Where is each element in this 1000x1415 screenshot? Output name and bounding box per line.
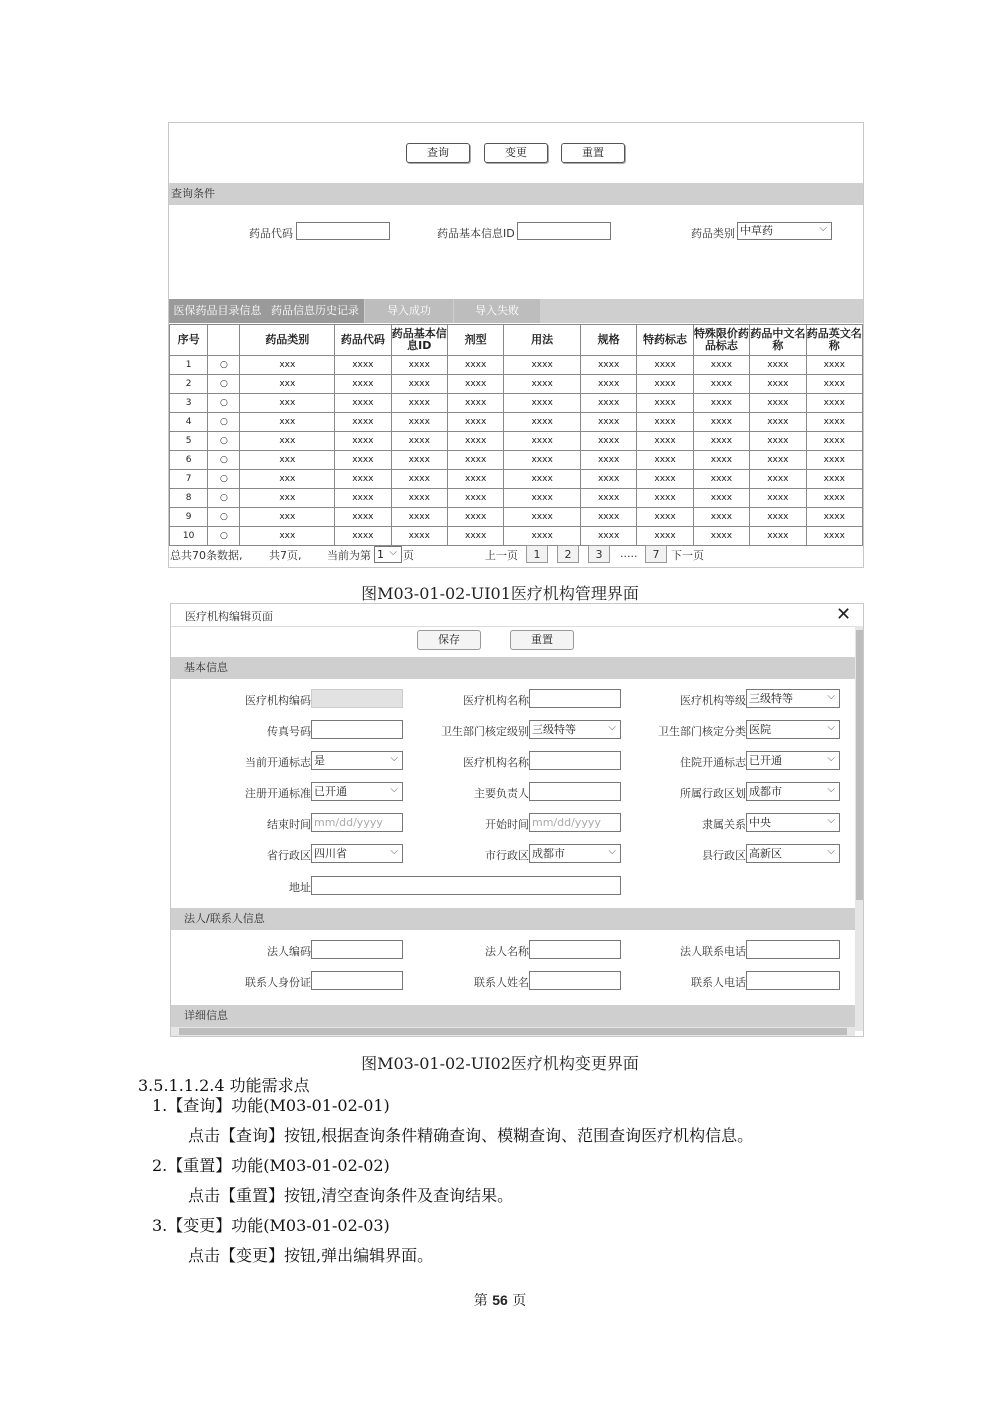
table-cell: xxxx [504,508,581,527]
field-label: 当前开通标志 [245,756,311,769]
table-cell: xxxx [391,451,447,470]
tab-import-failure[interactable]: 导入失败 [454,299,540,323]
table-cell: xxxx [447,489,503,508]
table-cell: xxxx [637,375,693,394]
table-cell: 3 [170,394,208,413]
row-radio-button[interactable]: ○ [208,470,240,489]
table-cell: xxxx [806,470,862,489]
pager [169,545,863,565]
table-cell: xxxx [504,413,581,432]
table-cell: xxxx [504,470,581,489]
table-cell: xxxx [580,489,636,508]
field-select[interactable]: 成都市 ⌵ [529,844,621,863]
table-row[interactable] [170,413,863,432]
page-prefix: 第 [473,1293,488,1309]
field-input[interactable] [311,720,403,739]
table-cell: xxxx [637,489,693,508]
basic-info-header: 基本信息 [171,657,855,679]
drug-basic-id-label: 药品基本信息ID [437,227,515,240]
column-header [208,325,240,356]
contact-field-label: 法人编码 [267,945,311,958]
table-cell: xxx [240,527,335,546]
table-cell: xxxx [447,432,503,451]
page-footer [0,1290,1000,1310]
figure-caption-ui02: 图M03-01-02-UI02医疗机构变更界面 [361,1054,639,1073]
contact-field-input[interactable] [746,940,840,959]
current-page-prefix: 当前为第 [327,549,371,562]
table-cell: xxxx [580,375,636,394]
column-header: 序号 [170,325,208,356]
column-header: 药品中文名称 [750,325,806,356]
table-cell: xxxx [447,451,503,470]
table-cell: xxxx [693,470,749,489]
column-header: 药品类别 [240,325,335,356]
column-header: 药品代码 [335,325,391,356]
table-cell: 10 [170,527,208,546]
table-cell: xxxx [504,375,581,394]
field-label: 传真号码 [267,725,311,738]
field-label: 医疗机构编码 [245,694,311,707]
table-cell: 7 [170,470,208,489]
field-label: 卫生部门核定分类 [658,725,746,738]
column-header: 剂型 [447,325,503,356]
table-cell: xxxx [447,527,503,546]
query-button[interactable]: 查询 [406,143,470,163]
field-select[interactable]: 成都市 ⌵ [746,782,840,801]
table-row[interactable] [170,470,863,489]
address-input[interactable] [311,876,621,895]
table-row[interactable] [170,451,863,470]
contact-field-label: 法人名称 [485,945,529,958]
table-cell: xxxx [391,375,447,394]
tab-import-success[interactable]: 导入成功 [365,299,453,323]
field-select[interactable]: 已开通 ⌵ [311,782,403,801]
field-select[interactable]: 是 ⌵ [311,751,403,770]
row-radio-button[interactable]: ○ [208,451,240,470]
table-cell: xxxx [806,356,862,375]
item-3-title: 3.【变更】功能(M03-01-02-03) [152,1216,390,1235]
table-cell: xxxx [637,413,693,432]
title-divider [171,626,855,627]
table-cell: xxxx [335,451,391,470]
table-cell: xxxx [637,394,693,413]
horizontal-scrollbar[interactable] [171,1027,855,1036]
page-button[interactable]: 1 [526,545,548,563]
reset-button[interactable]: 重置 [510,630,574,650]
item-1-desc: 点击【查询】按钮,根据查询条件精确查询、模糊查询、范围查询医疗机构信息。 [188,1126,754,1145]
total-count: 总共70条数据, [170,549,243,562]
item-3-desc: 点击【变更】按钮,弹出编辑界面。 [188,1246,434,1265]
row-radio-button[interactable]: ○ [208,527,240,546]
field-select[interactable]: 已开通 ⌵ [746,751,840,770]
table-cell: xxx [240,413,335,432]
field-label: 所属行政区划 [680,787,746,800]
contact-field-label: 联系人身份证 [245,976,311,989]
row-radio-button[interactable]: ○ [208,508,240,527]
figure-caption-ui01: 图M03-01-02-UI01医疗机构管理界面 [361,584,639,603]
page-suffix: 页 [512,1293,527,1309]
table-cell: xxx [240,470,335,489]
contact-field-label: 法人联系电话 [680,945,746,958]
field-label: 住院开通标志 [680,756,746,769]
table-cell: xxxx [335,527,391,546]
table-cell: 2 [170,375,208,394]
table-cell: xxxx [637,508,693,527]
field-label: 主要负责人 [474,787,529,800]
prev-page-link[interactable]: 上一页 [485,549,518,562]
table-cell: xxxx [750,489,806,508]
contact-field-input[interactable] [529,940,621,959]
field-label: 注册开通标准 [245,787,311,800]
table-cell: xxxx [335,394,391,413]
table-cell: xxxx [750,470,806,489]
table-cell: 8 [170,489,208,508]
table-cell: xxxx [637,451,693,470]
drug-code-input[interactable] [296,222,390,240]
field-label: 结束时间 [267,818,311,831]
page-number: 56 [492,1292,508,1308]
table-cell: 6 [170,451,208,470]
table-cell: xxxx [806,432,862,451]
table-cell: xxxx [806,413,862,432]
column-header: 特殊限价药品标志 [693,325,749,356]
table-cell: xxxx [447,394,503,413]
column-header: 特药标志 [637,325,693,356]
field-input[interactable] [529,751,621,770]
table-cell: xxxx [504,451,581,470]
close-icon[interactable]: ✕ [836,604,852,625]
page-count: 共7页, [269,549,302,562]
table-cell: xxx [240,356,335,375]
field-label: 开始时间 [485,818,529,831]
row-radio-button[interactable]: ○ [208,375,240,394]
field-label: 省行政区 [267,849,311,862]
drug-basic-id-input[interactable] [517,222,611,240]
table-cell: xxxx [504,489,581,508]
table-cell: 4 [170,413,208,432]
row-radio-button[interactable]: ○ [208,413,240,432]
table-cell: xxxx [693,451,749,470]
field-select[interactable]: 医院 ⌵ [746,720,840,739]
field-input [311,689,403,708]
table-cell: xxxx [750,356,806,375]
tab-history[interactable]: 药品信息历史记录 [266,299,364,323]
table-cell: xxxx [504,356,581,375]
row-radio-button[interactable]: ○ [208,356,240,375]
table-cell: xxxx [391,394,447,413]
field-label: 卫生部门核定级别 [441,725,529,738]
page-button-last[interactable]: 7 [645,545,667,563]
pager-ellipsis: ..... [620,547,638,560]
table-cell: xxxx [504,432,581,451]
table-cell: xxxx [750,432,806,451]
table-cell: xxxx [693,527,749,546]
table-cell: xxxx [750,527,806,546]
scrollbar-thumb[interactable] [856,630,863,900]
query-conditions-header: 查询条件 [169,183,863,205]
table-cell: xxxx [504,394,581,413]
h-scrollbar-thumb[interactable] [179,1028,847,1035]
table-cell: xxx [240,432,335,451]
table-cell: xxxx [447,508,503,527]
drug-type-select[interactable]: 中草药 ⌵ [737,222,832,240]
table-cell: xxxx [637,356,693,375]
table-cell: xxx [240,489,335,508]
detail-info-header: 详细信息 [171,1005,855,1027]
page-button[interactable]: 3 [588,545,610,563]
vertical-scrollbar[interactable] [855,626,864,1031]
table-cell: xxx [240,375,335,394]
table-cell: xxxx [693,508,749,527]
table-cell: xxxx [580,394,636,413]
save-button[interactable]: 保存 [417,630,481,650]
contact-field-input[interactable] [529,971,621,990]
field-select[interactable]: 三级特等 ⌵ [529,720,621,739]
column-header: 规格 [580,325,636,356]
medical-institution-edit-screenshot [170,603,864,1037]
item-2-desc: 点击【重置】按钮,清空查询条件及查询结果。 [188,1186,514,1205]
field-select[interactable]: 高新区 ⌵ [746,844,840,863]
change-button[interactable]: 变更 [484,143,548,163]
field-input[interactable] [529,689,621,708]
table-cell: xxxx [693,432,749,451]
table-cell: 5 [170,432,208,451]
table-cell: xxxx [335,489,391,508]
field-input[interactable] [529,782,621,801]
page-button[interactable]: 2 [557,545,579,563]
table-cell: xxxx [447,470,503,489]
dialog-title: 医疗机构编辑页面 [185,610,273,623]
table-cell: xxxx [580,432,636,451]
table-row[interactable] [170,508,863,527]
field-select[interactable]: 三级特等 ⌵ [746,689,840,708]
item-1-title: 1.【查询】功能(M03-01-02-01) [152,1096,390,1115]
table-cell: xxxx [391,432,447,451]
medical-institution-management-screenshot [168,122,864,568]
table-row[interactable] [170,375,863,394]
drug-type-label: 药品类别 [691,227,735,240]
field-label: 县行政区 [702,849,746,862]
table-row[interactable] [170,489,863,508]
table-cell: xxx [240,394,335,413]
date-input[interactable]: mm/dd/yyyy [529,813,621,832]
column-header: 药品英文名称 [806,325,862,356]
row-radio-button[interactable]: ○ [208,489,240,508]
field-label: 医疗机构名称 [463,756,529,769]
row-radio-button[interactable]: ○ [208,432,240,451]
table-cell: xxxx [580,413,636,432]
table-cell: xxxx [504,527,581,546]
table-cell: xxx [240,451,335,470]
next-page-link[interactable]: 下一页 [671,549,704,562]
contact-info-header: 法人/联系人信息 [171,908,855,930]
contact-field-label: 联系人姓名 [474,976,529,989]
row-radio-button[interactable]: ○ [208,394,240,413]
contact-field-label: 联系人电话 [691,976,746,989]
contact-field-input[interactable] [311,940,403,959]
drug-table [169,324,863,546]
table-cell: xxxx [580,508,636,527]
current-page-select[interactable]: 1 ⌵ [374,546,402,563]
table-cell: xxxx [335,413,391,432]
drug-code-label: 药品代码 [249,227,293,240]
table-cell: xxxx [693,489,749,508]
contact-field-input[interactable] [746,971,840,990]
table-cell: 1 [170,356,208,375]
table-cell: xxxx [335,508,391,527]
field-label: 市行政区 [485,849,529,862]
table-cell: xxxx [750,375,806,394]
table-cell: xxxx [806,527,862,546]
field-label: 医疗机构名称 [463,694,529,707]
table-cell: xxxx [750,394,806,413]
table-cell: xxxx [806,375,862,394]
table-cell: xxxx [391,356,447,375]
table-cell: xxxx [447,375,503,394]
column-header: 药品基本信息ID [391,325,447,356]
table-row[interactable] [170,356,863,375]
table-cell: xxxx [693,356,749,375]
field-label: 医疗机构等级 [680,694,746,707]
table-cell: xxxx [693,394,749,413]
table-cell: xxxx [580,356,636,375]
table-cell: xxxx [335,356,391,375]
table-cell: xxx [240,508,335,527]
table-row[interactable] [170,432,863,451]
table-cell: xxxx [391,489,447,508]
table-cell: xxxx [750,413,806,432]
table-cell: xxxx [391,413,447,432]
field-label: 隶属关系 [702,818,746,831]
table-cell: xxxx [806,489,862,508]
table-cell: xxxx [580,470,636,489]
table-cell: xxxx [580,451,636,470]
table-cell: xxxx [806,451,862,470]
contact-field-input[interactable] [311,971,403,990]
table-cell: xxxx [637,470,693,489]
tab-catalog-info[interactable]: 医保药品目录信息 [169,299,266,323]
table-cell: xxxx [391,470,447,489]
table-cell: xxxx [580,527,636,546]
current-page-suffix: 页 [403,549,414,562]
table-cell: xxxx [335,375,391,394]
table-cell: xxxx [391,527,447,546]
table-cell: xxxx [447,356,503,375]
table-cell: xxxx [693,375,749,394]
table-cell: xxxx [637,432,693,451]
table-row[interactable] [170,394,863,413]
table-row[interactable] [170,527,863,546]
table-cell: xxxx [447,413,503,432]
field-select[interactable]: 中央 ⌵ [746,813,840,832]
table-cell: xxxx [637,527,693,546]
column-header: 用法 [504,325,581,356]
reset-button[interactable]: 重置 [561,143,625,163]
table-cell: xxxx [693,413,749,432]
table-cell: xxxx [391,508,447,527]
address-label: 地址 [289,881,311,894]
table-cell: 9 [170,508,208,527]
section-heading: 3.5.1.1.2.4 功能需求点 [138,1076,310,1095]
table-cell: xxxx [335,432,391,451]
item-2-title: 2.【重置】功能(M03-01-02-02) [152,1156,390,1175]
table-cell: xxxx [335,470,391,489]
table-cell: xxxx [750,451,806,470]
date-input[interactable]: mm/dd/yyyy [311,813,403,832]
table-cell: xxxx [750,508,806,527]
table-cell: xxxx [806,508,862,527]
table-cell: xxxx [806,394,862,413]
field-select[interactable]: 四川省 ⌵ [311,844,403,863]
